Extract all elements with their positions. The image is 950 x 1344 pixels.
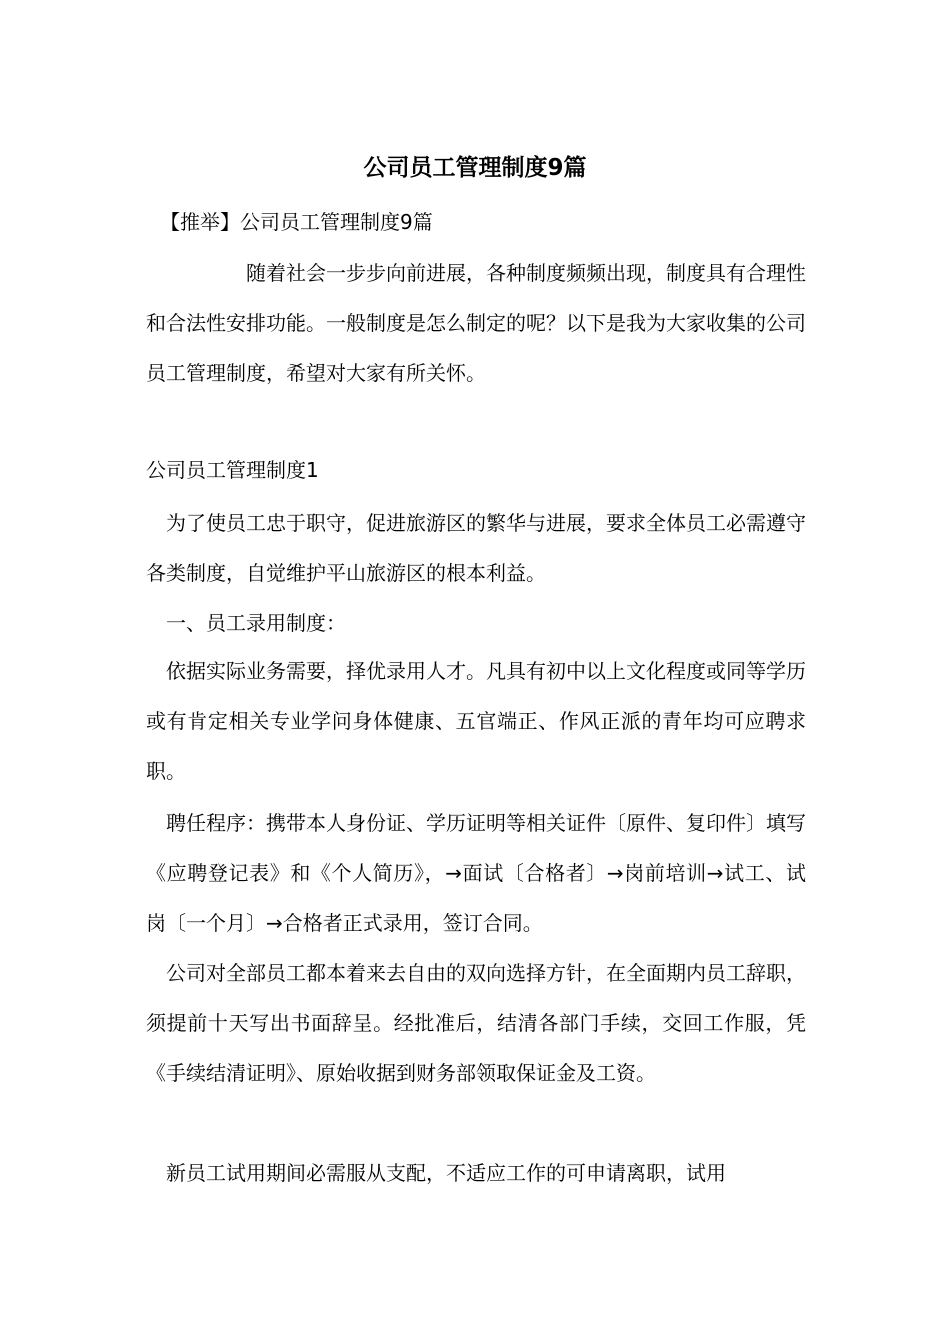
paragraph-hiring-procedure: 聘任程序：携带本人身份证、学历证明等相关证件〔原件、复印件〕填写《应聘登记表》和《个人简历》，→面试〔合格者〕→岗前培训→试工、试岗〔一个月〕→合格者正式录用，签订合同。 — [146, 811, 806, 935]
document-subtitle: 【推举】公司员工管理制度9篇 — [160, 210, 433, 234]
paragraph-purpose: 为了使员工忠于职守，促进旅游区的繁华与进展，要求全体员工必需遵守各类制度，自觉维护平山旅游区的根本利益。 — [146, 511, 806, 585]
document-title: 公司员工管理制度9篇 — [363, 155, 587, 181]
paragraph-hiring-criteria: 依据实际业务需要，择优录用人才。凡具有初中以上文化程度或同等学历或有肯定相关专业学问身体健康、五官端正、作风正派的青年均可应聘求职。 — [146, 659, 806, 783]
section-heading: 公司员工管理制度1 — [146, 458, 319, 482]
intro-paragraph: 随着社会一步步向前进展，各种制度频频出现，制度具有合理性和合法性安排功能。一般制度是怎么制定的呢？以下是我为大家收集的公司员工管理制度，希望对大家有所关怀。 — [146, 261, 806, 385]
subsection-hiring-heading: 一、员工录用制度： — [166, 611, 346, 635]
paragraph-resignation: 公司对全部员工都本着来去自由的双向选择方针，在全面期内员工辞职，须提前十天写出书面辞呈。经批准后，结清各部门手续，交回工作服，凭《手续结清证明》、原始收据到财务部领取保证金及工资。 — [146, 961, 806, 1085]
paragraph-probation: 新员工试用期间必需服从支配，不适应工作的可申请离职，试用 — [166, 1161, 726, 1185]
